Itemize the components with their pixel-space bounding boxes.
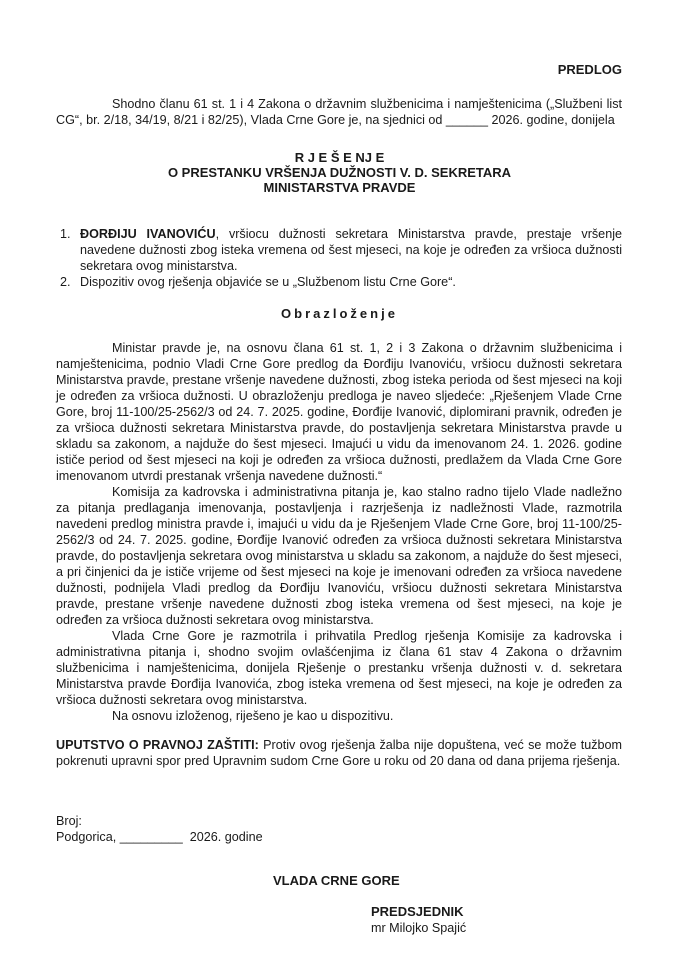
proposal-label: PREDLOG xyxy=(557,62,622,77)
item-text: Dispozitiv ovog rješenja objaviće se u „Službenom listu Crne Gore“. xyxy=(80,275,456,289)
title-line-1: R J E Š E NJ E xyxy=(294,150,385,165)
intro-paragraph: Shodno članu 61 st. 1 i 4 Zakona o državnim službenicima i namještenicima („Službeni list CG“, br. 2/18, 34/19, 8/21 i 82/25), Vlada Crne Gore je, na sjednici od ______ 2026. godine, donijela xyxy=(56,97,622,127)
signatory-title: PREDSJEDNIK xyxy=(371,904,464,919)
number-label: Broj: xyxy=(56,814,82,828)
legal-remedy-label: UPUTSTVO O PRAVNOJ ZAŠTITI: xyxy=(56,738,259,752)
reasoning-paragraph-4: Na osnovu izloženog, riješeno je kao u dispozitivu. xyxy=(112,709,394,723)
reasoning-body xyxy=(56,340,622,724)
signatory-name: mr Milojko Spajić xyxy=(371,921,467,935)
item-number: 1. xyxy=(60,227,71,241)
dispositive-list xyxy=(56,226,622,290)
reference-block xyxy=(56,813,263,845)
document-title xyxy=(0,150,679,195)
reasoning-paragraph-1: Ministar pravde je, na osnovu člana 61 st. 1, 2 i 3 Zakona o državnim službenicima i namještenicima, podnio Vladi Crne Gore predlog da Đorđiju Ivanoviću, vršiocu dužnosti sekretara Ministarstva pravde, prestane vršenje navedene dužnosti, zbog isteka perioda od šest mjeseci na koji je određen za vršioca dužnosti. U obrazloženju predloga je naveo sljedeće: „Rješenjem Vlade Crne Gore, broj 11-100/25-2562/3 od 24. 7. 2025. godine, Đorđije Ivanović, diplomirani pravnik, određen je za vršioca dužnosti sekretara Ministarstva pravde, do postavljenja sekretara Ministarstva pravde u skladu sa zakonom, a najduže do šest mjeseci. Imajući u vidu da imenovanom 24. 1. 2026. godine ističe period od šest mjeseci na koji je određen za vršioca dužnosti, predlažem da Vlada Crne Gore imenovanom utvrdi prestanak vršenja navedene dužnosti.“ xyxy=(56,341,622,483)
dispositive-item-2 xyxy=(56,274,622,290)
item-text: , vršiocu dužnosti sekretara Ministarstva pravde, prestaje vršenje navedene dužnosti zbog isteka vremena od šest mjeseci, na koje je određen za vršioca dužnosti sekretara ovog ministarstva. xyxy=(80,227,622,273)
item-number: 2. xyxy=(60,275,71,289)
reasoning-paragraph-2: Komisija za kadrovska i administrativna pitanja je, kao stalno radno tijelo Vlade nadležno za pitanja predlaganja imenovanja, postavljenja i razrješenja iz nadležnosti Vlade, razmotrila navedeni predlog ministra pravde i, imajući u vidu da je Rješenjem Vlade Crne Gore, broj 11-100/25-2562/3 od 24. 7. 2025. godine, Đorđije Ivanović određen za vršioca dužnosti sekretara Ministarstva pravde, do postavljenja sekretara ovog ministarstva u skladu sa zakonom, a najduže do šest mjeseci, a pri činjenici da je ističe vrijeme od šest mjeseci na koje je imenovani određen za vršioca navedene dužnosti, podnijela Vladi predlog da Đorđiju Ivanoviću, vršiocu dužnosti sekretara Ministarstva pravde, prestane vršenje navedene dužnosti zbog isteka vremena od šest mjeseci, na koje je određen za vršioca dužnosti sekretara ovog ministarstva. xyxy=(56,485,622,627)
place-date: Podgorica, _________ 2026. godine xyxy=(56,830,263,844)
title-line-3: MINISTARSTVA PRAVDE xyxy=(263,180,416,195)
dispositive-item-1 xyxy=(56,226,622,274)
legal-remedy xyxy=(56,737,622,769)
signature-block xyxy=(371,904,466,936)
reasoning-paragraph-3: Vlada Crne Gore je razmotrila i prihvatila Predlog rješenja Komisije za kadrovska i administrativna pitanja i, shodno svojim ovlašćenjima iz člana 61 stav 4 Zakona o državnim službenicima i namještenicima, donijela Rješenje o prestanku vršenja dužnosti v. d. sekretara Ministarstva pravde Đorđija Ivanovića, zbog isteka vremena od šest mjeseci, na koje je određen za vršioca dužnosti sekretara ovog ministarstva. xyxy=(56,629,622,707)
reasoning-heading: Obrazloženje xyxy=(281,306,398,321)
person-name: ĐORĐIJU IVANOVIĆU xyxy=(80,227,216,241)
legal-remedy-text: Protiv ovog rješenja žalba nije dopuštena, već se može tužbom pokrenuti upravni spor pred Upravnim sudom Crne Gore u roku od 20 dana od dana prijema rješenja. xyxy=(56,738,622,768)
issuer: VLADA CRNE GORE xyxy=(273,873,400,888)
title-line-2: O PRESTANKU VRŠENJA DUŽNOSTI V. D. SEKRETARA xyxy=(167,165,512,180)
